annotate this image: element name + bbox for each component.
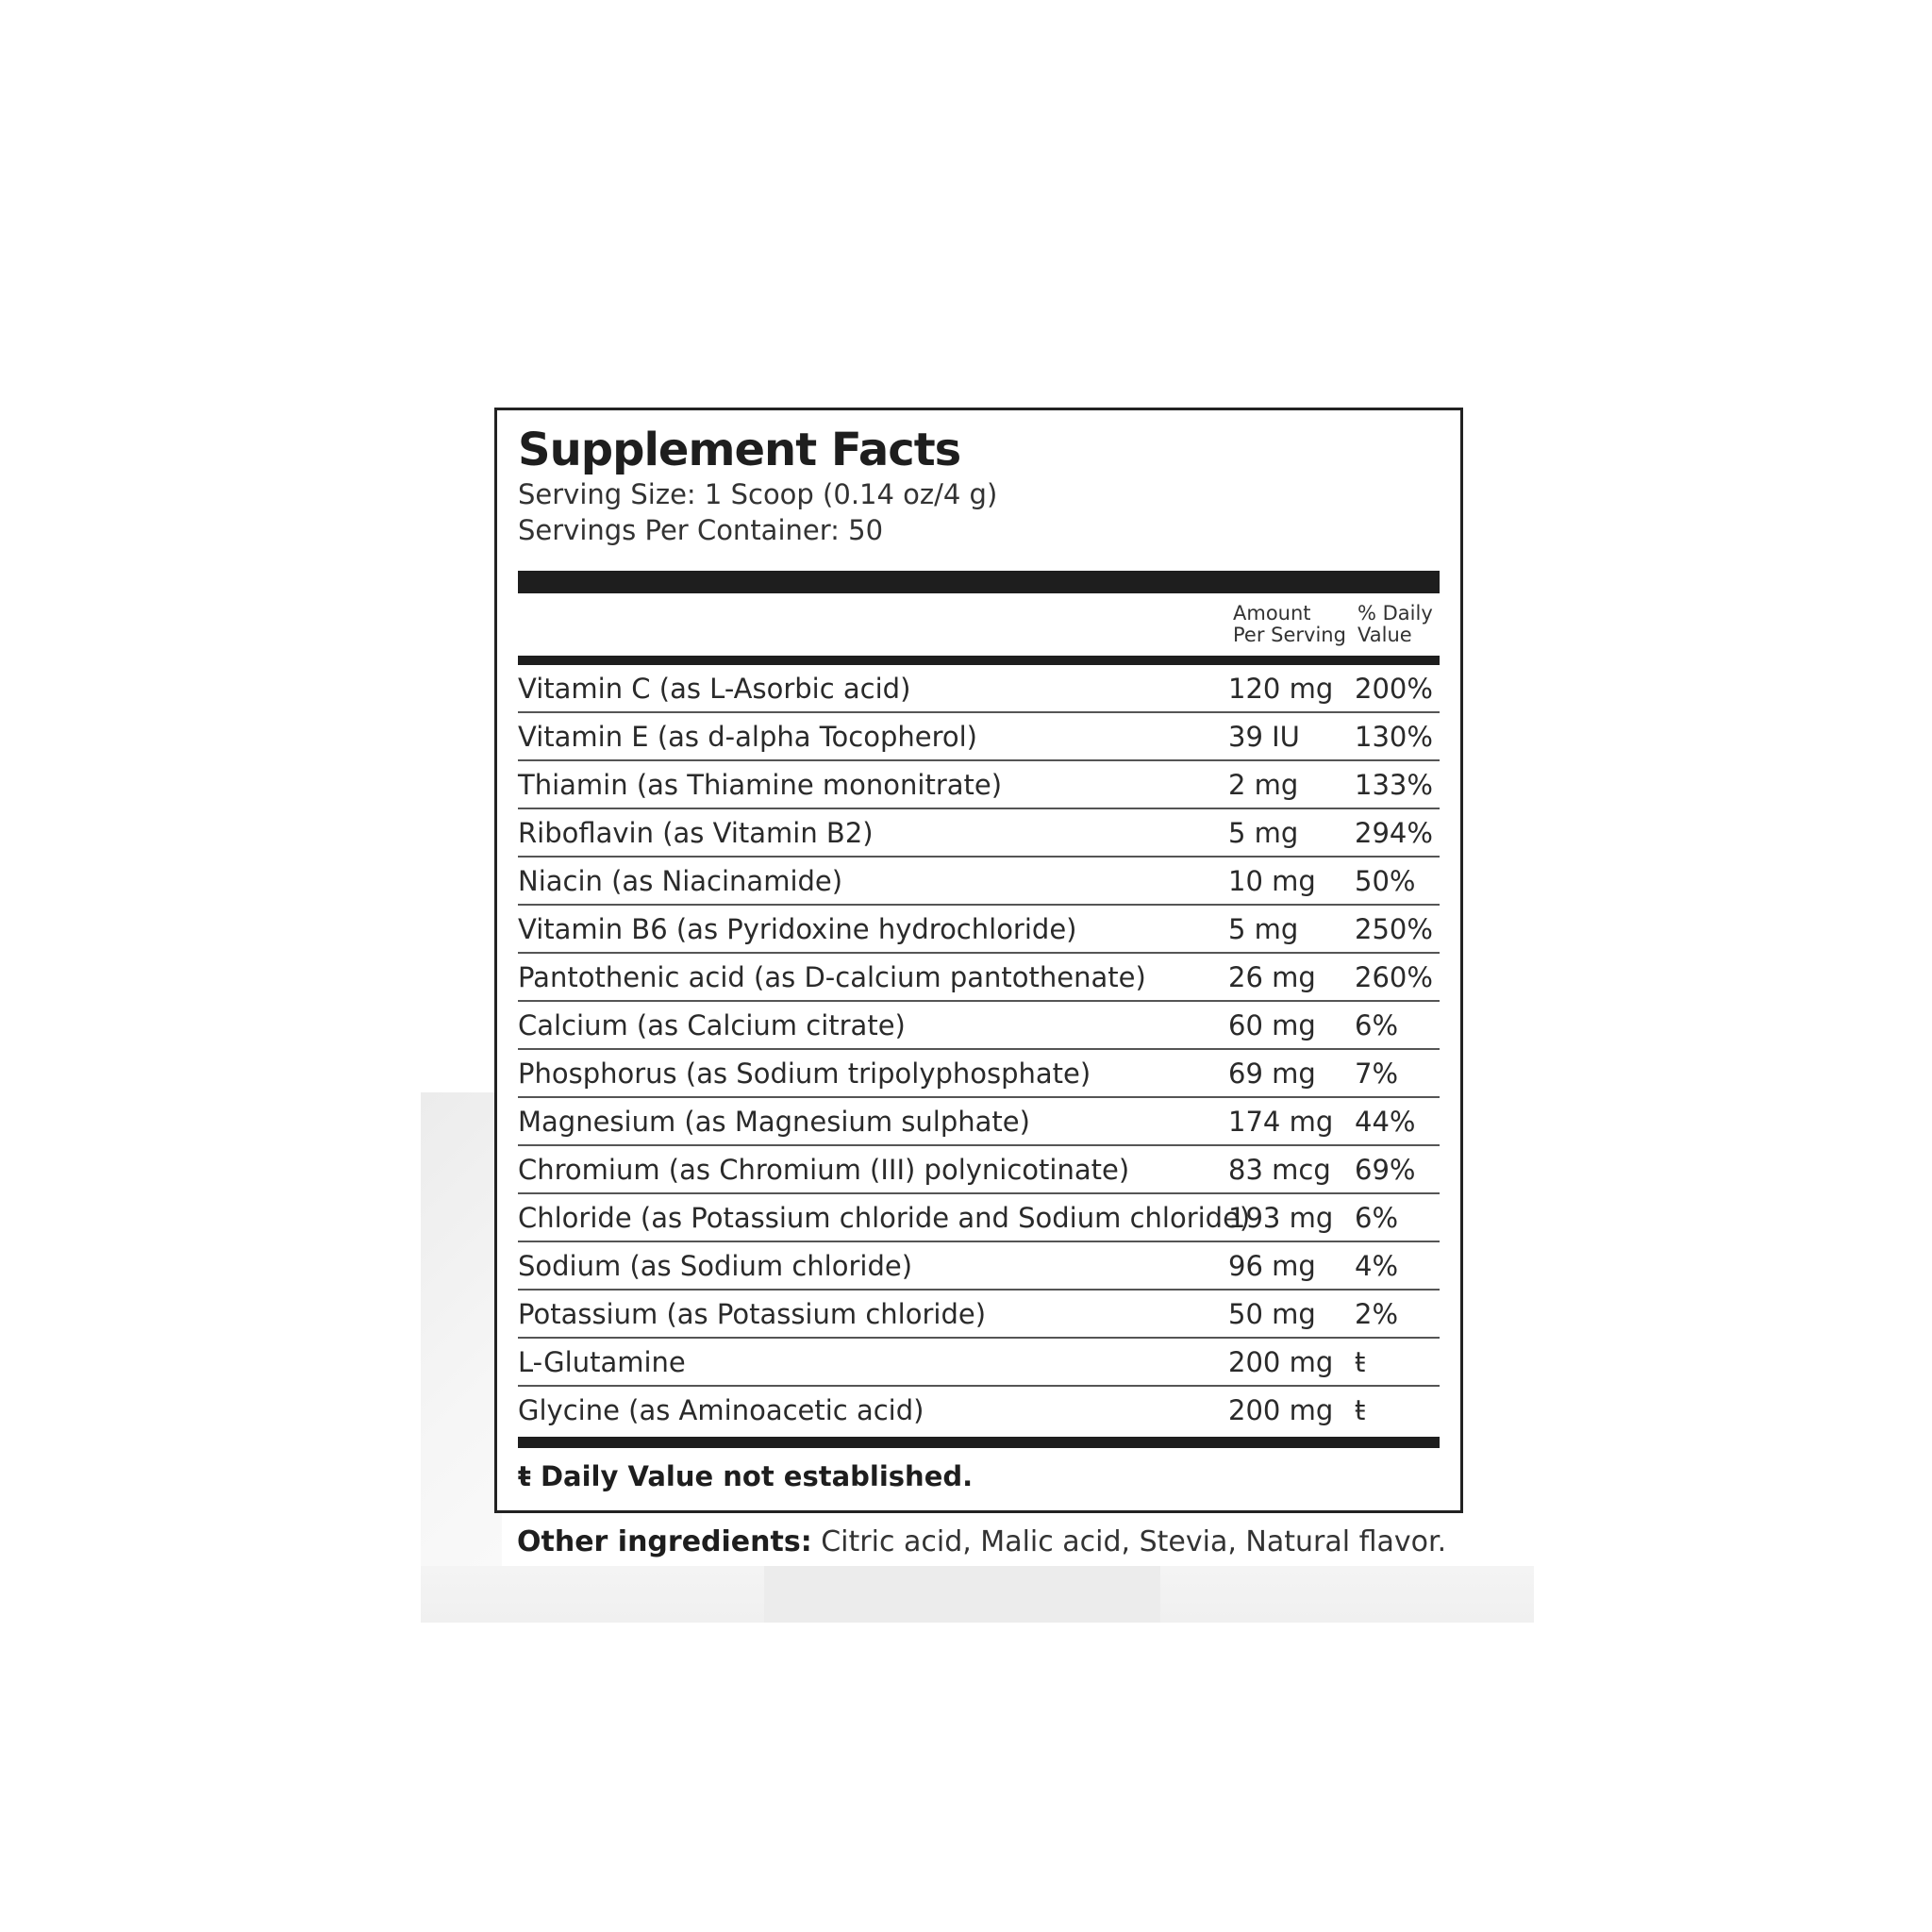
- nutrient-amount: 60 mg: [1228, 1009, 1316, 1041]
- nutrient-name: Pantothenic acid (as D-calcium pantothenate): [518, 961, 1146, 993]
- table-row: [518, 809, 1440, 858]
- table-row: [518, 906, 1440, 954]
- background-shade-bottom-middle: [764, 1566, 1160, 1623]
- other-ingredients-label: Other ingredients:: [517, 1525, 812, 1558]
- nutrient-daily-value: ŧ: [1355, 1394, 1366, 1426]
- panel-title: Supplement Facts: [518, 424, 961, 476]
- nutrient-amount: 5 mg: [1228, 817, 1299, 849]
- nutrient-name: Riboflavin (as Vitamin B2): [518, 817, 874, 849]
- header-amount-per-serving: Amount Per Serving: [1233, 602, 1346, 646]
- table-row: [518, 1339, 1440, 1387]
- nutrient-amount: 200 mg: [1228, 1346, 1334, 1378]
- nutrient-daily-value: 7%: [1355, 1058, 1399, 1090]
- table-row: [518, 954, 1440, 1002]
- top-divider-bar: [518, 571, 1440, 593]
- nutrient-daily-value: 294%: [1355, 817, 1433, 849]
- other-ingredients: [517, 1524, 1446, 1561]
- supplement-facts-panel: [494, 408, 1463, 1513]
- column-header: [518, 593, 1440, 656]
- table-row: [518, 1002, 1440, 1050]
- bottom-divider-bar: [518, 1437, 1440, 1448]
- nutrient-daily-value: 50%: [1355, 865, 1416, 897]
- nutrient-amount: 174 mg: [1228, 1106, 1334, 1138]
- nutrient-amount: 120 mg: [1228, 673, 1334, 705]
- table-row: [518, 1387, 1440, 1433]
- nutrient-daily-value: 4%: [1355, 1250, 1399, 1282]
- nutrient-daily-value: 260%: [1355, 961, 1433, 993]
- nutrient-amount: 5 mg: [1228, 913, 1299, 945]
- nutrient-name: Sodium (as Sodium chloride): [518, 1250, 913, 1282]
- nutrient-name: Thiamin (as Thiamine mononitrate): [518, 769, 1003, 801]
- servings-per-container: Servings Per Container: 50: [518, 514, 884, 546]
- header-daily-value: % Daily Value: [1357, 602, 1433, 646]
- nutrient-daily-value: 133%: [1355, 769, 1433, 801]
- nutrient-amount: 2 mg: [1228, 769, 1299, 801]
- nutrient-amount: 193 mg: [1228, 1202, 1334, 1234]
- nutrient-name: Chloride (as Potassium chloride and Sodium chloride): [518, 1202, 1251, 1234]
- nutrient-amount: 200 mg: [1228, 1394, 1334, 1426]
- nutrient-daily-value: 200%: [1355, 673, 1433, 705]
- nutrient-daily-value: ŧ: [1355, 1346, 1366, 1378]
- nutrient-name: Vitamin C (as L-Asorbic acid): [518, 673, 911, 705]
- nutrient-name: Vitamin B6 (as Pyridoxine hydrochloride): [518, 913, 1077, 945]
- nutrient-name: Vitamin E (as d-alpha Tocopherol): [518, 721, 977, 753]
- nutrient-name: L-Glutamine: [518, 1346, 686, 1378]
- nutrient-amount: 69 mg: [1228, 1058, 1316, 1090]
- nutrient-daily-value: 69%: [1355, 1154, 1416, 1186]
- nutrient-amount: 50 mg: [1228, 1298, 1316, 1330]
- nutrient-amount: 83 mcg: [1228, 1154, 1331, 1186]
- nutrient-name: Phosphorus (as Sodium tripolyphosphate): [518, 1058, 1091, 1090]
- footnote: ŧ Daily Value not established.: [518, 1460, 974, 1492]
- table-row: [518, 1050, 1440, 1098]
- nutrient-amount: 26 mg: [1228, 961, 1316, 993]
- table-row: [518, 1194, 1440, 1242]
- nutrient-name: Niacin (as Niacinamide): [518, 865, 843, 897]
- nutrient-amount: 96 mg: [1228, 1250, 1316, 1282]
- nutrient-daily-value: 2%: [1355, 1298, 1399, 1330]
- serving-size: Serving Size: 1 Scoop (0.14 oz/4 g): [518, 478, 998, 510]
- background-shade-left: [421, 1092, 502, 1623]
- nutrient-daily-value: 6%: [1355, 1009, 1399, 1041]
- table-row: [518, 858, 1440, 906]
- nutrient-name: Magnesium (as Magnesium sulphate): [518, 1106, 1030, 1138]
- nutrient-name: Chromium (as Chromium (III) polynicotinate): [518, 1154, 1130, 1186]
- table-row: [518, 1098, 1440, 1146]
- nutrient-daily-value: 6%: [1355, 1202, 1399, 1234]
- nutrient-daily-value: 44%: [1355, 1106, 1416, 1138]
- table-row: [518, 1146, 1440, 1194]
- table-row: [518, 761, 1440, 809]
- nutrient-table: [518, 665, 1440, 1433]
- nutrient-name: Calcium (as Calcium citrate): [518, 1009, 906, 1041]
- nutrient-name: Potassium (as Potassium chloride): [518, 1298, 987, 1330]
- table-row: [518, 665, 1440, 713]
- nutrient-name: Glycine (as Aminoacetic acid): [518, 1394, 924, 1426]
- nutrient-amount: 39 IU: [1228, 721, 1300, 753]
- table-row: [518, 713, 1440, 761]
- nutrient-daily-value: 130%: [1355, 721, 1433, 753]
- header-divider-bar: [518, 656, 1440, 665]
- nutrient-daily-value: 250%: [1355, 913, 1433, 945]
- nutrient-amount: 10 mg: [1228, 865, 1316, 897]
- other-ingredients-text: Citric acid, Malic acid, Stevia, Natural flavor.: [811, 1525, 1447, 1558]
- table-row: [518, 1242, 1440, 1291]
- table-row: [518, 1291, 1440, 1339]
